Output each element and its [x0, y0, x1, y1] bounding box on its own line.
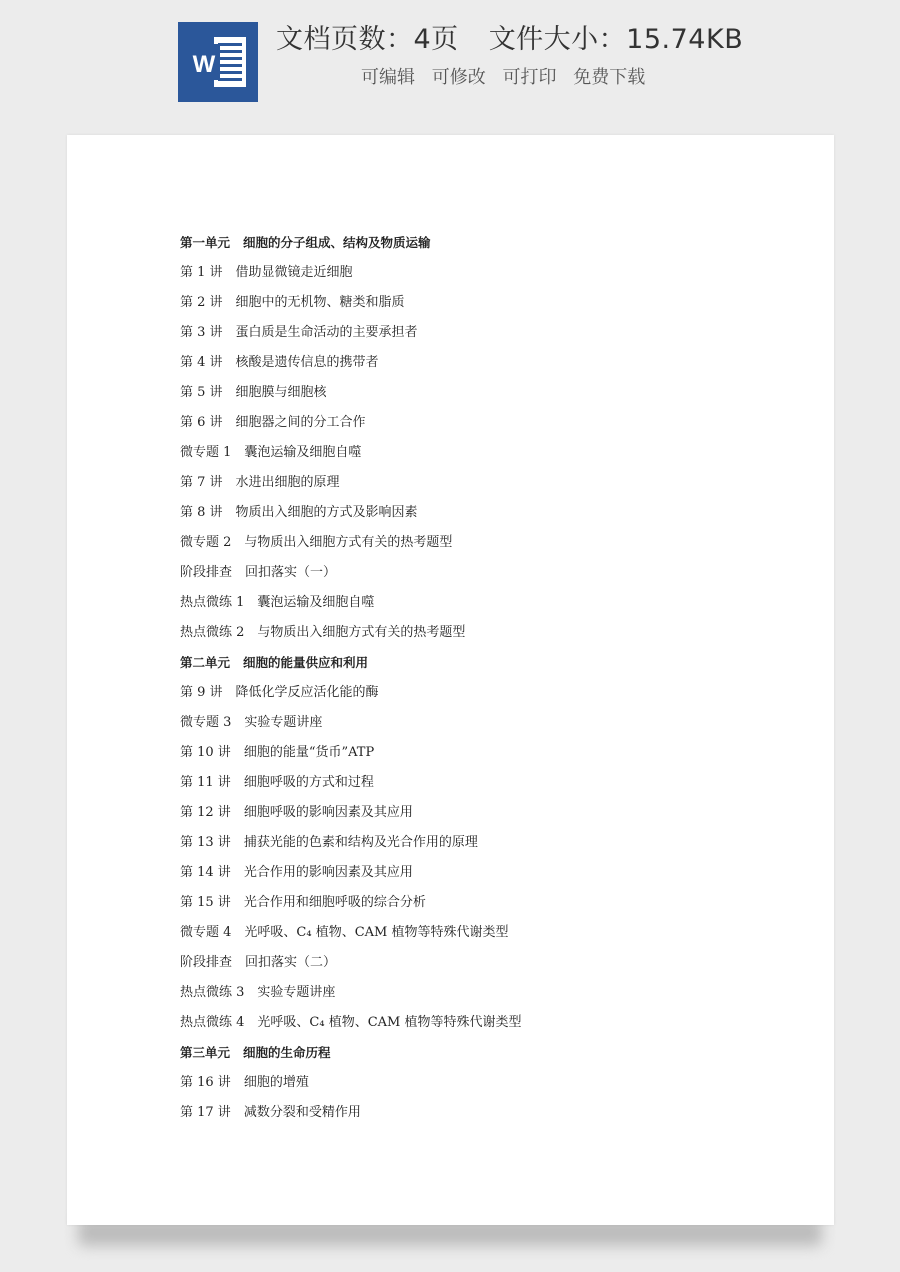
feature-list [361, 66, 656, 90]
toc-entry [180, 348, 780, 378]
toc-entry [180, 258, 780, 288]
toc-entry [180, 288, 780, 318]
toc-entry-title: 与物质出入细胞方式有关的热考题型 [257, 625, 466, 640]
toc-entry-title: 实验专题讲座 [257, 985, 336, 1000]
toc-entry-title: 核酸是遗传信息的携带者 [235, 355, 379, 370]
toc-entry-number: 热点微练 2 [180, 625, 245, 640]
toc-entry [180, 468, 780, 498]
toc-entry [180, 888, 780, 918]
toc-entry [180, 978, 780, 1008]
table-of-contents [180, 228, 780, 1128]
toc-entry-number: 第 10 讲 [180, 745, 231, 760]
toc-entry-number: 第 11 讲 [180, 775, 231, 790]
toc-entry-number: 热点微练 1 [180, 595, 245, 610]
toc-entry [180, 918, 780, 948]
toc-unit-heading [180, 228, 780, 258]
toc-entry-title: 与物质出入细胞方式有关的热考题型 [244, 535, 453, 550]
file-size: 文件大小：15.74KB [488, 24, 744, 55]
toc-entry-title: 光呼吸、C₄ 植物、CAM 植物等特殊代谢类型 [257, 1015, 522, 1030]
toc-entry-title: 细胞的能量供应和利用 [243, 655, 369, 670]
toc-entry-number: 第 3 讲 [180, 325, 223, 340]
toc-entry-title: 光呼吸、C₄ 植物、CAM 植物等特殊代谢类型 [244, 925, 509, 940]
toc-entry-title: 蛋白质是生命活动的主要承担者 [235, 325, 418, 340]
toc-entry [180, 588, 780, 618]
toc-entry-number: 第 1 讲 [180, 265, 223, 280]
toc-entry-number: 第 4 讲 [180, 355, 223, 370]
toc-entry-number: 第 7 讲 [180, 475, 223, 490]
toc-entry [180, 438, 780, 468]
toc-entry-number: 微专题 2 [180, 535, 232, 550]
toc-unit-heading [180, 1038, 780, 1068]
toc-entry [180, 798, 780, 828]
toc-entry-title: 细胞的增殖 [243, 1075, 309, 1090]
toc-entry-number: 微专题 1 [180, 445, 232, 460]
toc-entry [180, 858, 780, 888]
toc-entry-number: 热点微练 4 [180, 1015, 245, 1030]
toc-entry-title: 借助显微镜走近细胞 [235, 265, 353, 280]
toc-entry-number: 第 13 讲 [180, 835, 231, 850]
word-logo-letter: W [192, 51, 216, 78]
toc-entry-number: 第 6 讲 [180, 415, 223, 430]
toc-unit-heading [180, 648, 780, 678]
toc-entry [180, 528, 780, 558]
toc-entry-title: 捕获光能的色素和结构及光合作用的原理 [243, 835, 478, 850]
feature-printable: 可打印 [502, 67, 557, 88]
toc-entry-number: 阶段排查 [180, 955, 233, 970]
toc-entry [180, 558, 780, 588]
toc-entry [180, 948, 780, 978]
toc-entry-number: 第 14 讲 [180, 865, 231, 880]
toc-entry-title: 光合作用的影响因素及其应用 [243, 865, 413, 880]
toc-entry-number: 第 2 讲 [180, 295, 223, 310]
toc-entry-title: 囊泡运输及细胞自噬 [257, 595, 375, 610]
toc-entry-number: 第 9 讲 [180, 685, 223, 700]
toc-entry-title: 囊泡运输及细胞自噬 [244, 445, 362, 460]
toc-entry [180, 1008, 780, 1038]
toc-entry-number: 第 8 讲 [180, 505, 223, 520]
toc-entry-title: 细胞的分子组成、结构及物质运输 [243, 235, 431, 250]
toc-entry [180, 828, 780, 858]
toc-entry-title: 回扣落实（二） [245, 955, 337, 970]
page-count: 文档页数：4页 [276, 24, 459, 55]
document-page [67, 135, 834, 1225]
toc-entry-title: 细胞的生命历程 [243, 1045, 331, 1060]
toc-entry-number: 微专题 3 [180, 715, 232, 730]
toc-entry-title: 物质出入细胞的方式及影响因素 [235, 505, 418, 520]
word-document-icon [178, 22, 258, 102]
feature-editable: 可编辑 [361, 67, 415, 88]
toc-entry-number: 微专题 4 [180, 925, 232, 940]
toc-entry-title: 水进出细胞的原理 [235, 475, 340, 490]
toc-entry-number: 阶段排查 [180, 565, 233, 580]
toc-entry-title: 细胞呼吸的影响因素及其应用 [243, 805, 413, 820]
toc-entry-title: 实验专题讲座 [244, 715, 323, 730]
toc-entry-number: 第 12 讲 [180, 805, 231, 820]
toc-entry-number: 第 17 讲 [180, 1105, 231, 1120]
toc-entry [180, 378, 780, 408]
toc-entry [180, 678, 780, 708]
toc-entry-title: 减数分裂和受精作用 [243, 1105, 361, 1120]
document-info [276, 22, 743, 58]
toc-entry-number: 热点微练 3 [180, 985, 245, 1000]
toc-entry [180, 618, 780, 648]
toc-entry-title: 细胞的能量“货币”ATP [243, 745, 375, 760]
toc-entry [180, 408, 780, 438]
feature-modifiable: 可修改 [431, 67, 486, 88]
toc-entry-title: 降低化学反应活化能的酶 [235, 685, 379, 700]
toc-entry [180, 738, 780, 768]
toc-entry-number: 第三单元 [180, 1045, 231, 1060]
toc-entry [180, 768, 780, 798]
toc-entry-number: 第 15 讲 [180, 895, 231, 910]
download-banner [0, 0, 900, 120]
toc-entry-number: 第二单元 [180, 655, 231, 670]
toc-entry [180, 1098, 780, 1128]
toc-entry-title: 细胞呼吸的方式和过程 [243, 775, 374, 790]
toc-entry [180, 1068, 780, 1098]
toc-entry-title: 回扣落实（一） [245, 565, 337, 580]
toc-entry-title: 细胞器之间的分工合作 [235, 415, 366, 430]
toc-entry-title: 光合作用和细胞呼吸的综合分析 [243, 895, 426, 910]
toc-entry-number: 第 5 讲 [180, 385, 223, 400]
toc-entry-number: 第 16 讲 [180, 1075, 231, 1090]
toc-entry [180, 498, 780, 528]
toc-entry [180, 318, 780, 348]
toc-entry-title: 细胞膜与细胞核 [235, 385, 327, 400]
toc-entry-title: 细胞中的无机物、糖类和脂质 [235, 295, 405, 310]
feature-free-download: 免费下载 [573, 67, 646, 88]
toc-entry-number: 第一单元 [180, 235, 231, 250]
toc-entry [180, 708, 780, 738]
